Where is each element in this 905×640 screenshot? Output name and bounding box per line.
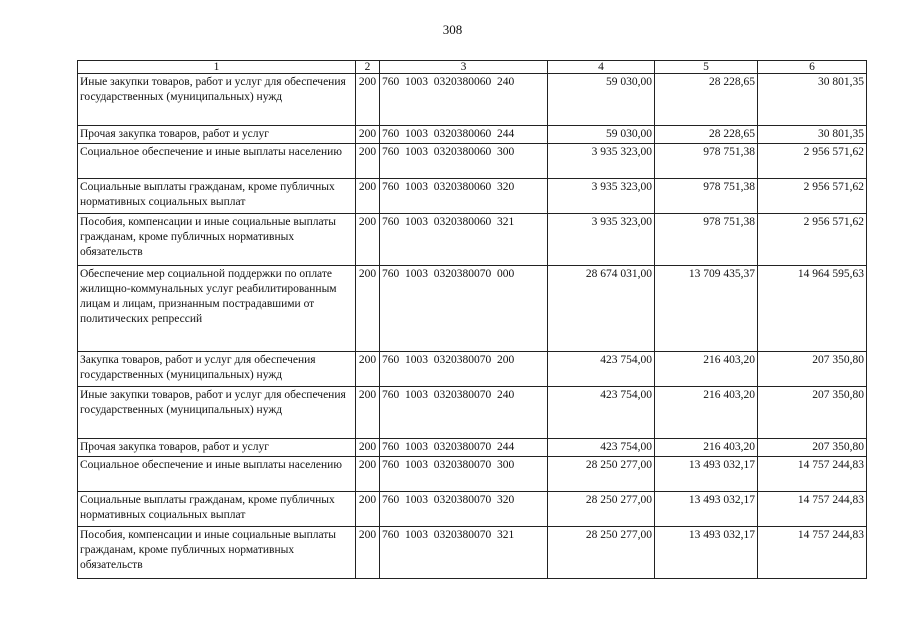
- row-name-cell: Закупка товаров, работ и услуг для обеспечения государственных (муниципальных) нужд: [78, 352, 356, 387]
- row-value-col6: 14 964 595,63: [758, 266, 867, 352]
- page-number: 308: [442, 22, 463, 37]
- row-classification-cell: 760 1003 0320380070 000: [380, 266, 548, 352]
- table-row: [78, 74, 867, 126]
- row-classification-cell: 760 1003 0320380070 300: [380, 457, 548, 492]
- row-classification-cell: 760 1003 0320380070 244: [380, 439, 548, 457]
- row-classification-cell: 760 1003 0320380060 244: [380, 126, 548, 144]
- row-value-col5: 216 403,20: [655, 439, 758, 457]
- row-value-col6: 30 801,35: [758, 126, 867, 144]
- row-classification-cell: 760 1003 0320380060 321: [380, 214, 548, 266]
- row-code-cell: 200: [356, 266, 380, 352]
- row-value-col4: 59 030,00: [548, 74, 655, 126]
- header-cell: 2: [356, 61, 380, 74]
- row-value-col6: 14 757 244,83: [758, 457, 867, 492]
- row-value-col6: 14 757 244,83: [758, 492, 867, 527]
- row-classification-cell: 760 1003 0320380060 320: [380, 179, 548, 214]
- row-value-col4: 28 250 277,00: [548, 527, 655, 579]
- row-code-cell: 200: [356, 74, 380, 126]
- row-value-col4: 59 030,00: [548, 126, 655, 144]
- row-value-col6: 2 956 571,62: [758, 214, 867, 266]
- row-value-col6: 207 350,80: [758, 439, 867, 457]
- table-row: [78, 387, 867, 439]
- row-name-cell: Прочая закупка товаров, работ и услуг: [78, 439, 356, 457]
- table-row: [78, 492, 867, 527]
- row-value-col5: 28 228,65: [655, 74, 758, 126]
- table-row: [78, 439, 867, 457]
- row-name-cell: Иные закупки товаров, работ и услуг для обеспечения государственных (муниципальных) нужд: [78, 387, 356, 439]
- row-code-cell: 200: [356, 457, 380, 492]
- header-cell: 3: [380, 61, 548, 74]
- row-value-col5: 13 709 435,37: [655, 266, 758, 352]
- budget-table: [77, 60, 867, 579]
- row-name-cell: Обеспечение мер социальной поддержки по оплате жилищно-коммунальных услуг реабилитированным лицам и лицам, признанным пострадавшими от политических репрессий: [78, 266, 356, 352]
- row-code-cell: 200: [356, 352, 380, 387]
- row-code-cell: 200: [356, 144, 380, 179]
- row-value-col5: 978 751,38: [655, 144, 758, 179]
- table-row: [78, 352, 867, 387]
- row-value-col4: 28 250 277,00: [548, 492, 655, 527]
- row-value-col5: 978 751,38: [655, 179, 758, 214]
- row-value-col5: 13 493 032,17: [655, 492, 758, 527]
- header-cell: 6: [758, 61, 867, 74]
- table-row: [78, 126, 867, 144]
- row-value-col4: 423 754,00: [548, 387, 655, 439]
- row-name-cell: Пособия, компенсации и иные социальные выплаты гражданам, кроме публичных нормативных обязательств: [78, 527, 356, 579]
- row-name-cell: Социальное обеспечение и иные выплаты населению: [78, 144, 356, 179]
- row-value-col6: 207 350,80: [758, 352, 867, 387]
- row-name-cell: Социальные выплаты гражданам, кроме публичных нормативных социальных выплат: [78, 492, 356, 527]
- row-classification-cell: 760 1003 0320380060 240: [380, 74, 548, 126]
- table-row: [78, 179, 867, 214]
- table-row: [78, 266, 867, 352]
- row-name-cell: Иные закупки товаров, работ и услуг для обеспечения государственных (муниципальных) нужд: [78, 74, 356, 126]
- row-name-cell: Прочая закупка товаров, работ и услуг: [78, 126, 356, 144]
- row-name-cell: Социальные выплаты гражданам, кроме публичных нормативных социальных выплат: [78, 179, 356, 214]
- row-value-col4: 3 935 323,00: [548, 214, 655, 266]
- row-name-cell: Пособия, компенсации и иные социальные выплаты гражданам, кроме публичных нормативных обязательств: [78, 214, 356, 266]
- table-row: [78, 144, 867, 179]
- row-code-cell: 200: [356, 179, 380, 214]
- row-value-col5: 978 751,38: [655, 214, 758, 266]
- table-row: [78, 527, 867, 579]
- table-row: [78, 457, 867, 492]
- row-value-col4: 28 674 031,00: [548, 266, 655, 352]
- header-cell: 5: [655, 61, 758, 74]
- row-classification-cell: 760 1003 0320380070 320: [380, 492, 548, 527]
- row-classification-cell: 760 1003 0320380070 200: [380, 352, 548, 387]
- row-value-col4: 3 935 323,00: [548, 144, 655, 179]
- row-value-col4: 423 754,00: [548, 439, 655, 457]
- row-value-col6: 14 757 244,83: [758, 527, 867, 579]
- row-code-cell: 200: [356, 492, 380, 527]
- row-value-col4: 28 250 277,00: [548, 457, 655, 492]
- header-cell: 4: [548, 61, 655, 74]
- row-value-col4: 3 935 323,00: [548, 179, 655, 214]
- row-value-col5: 216 403,20: [655, 352, 758, 387]
- row-value-col6: 2 956 571,62: [758, 144, 867, 179]
- row-value-col4: 423 754,00: [548, 352, 655, 387]
- row-value-col6: 2 956 571,62: [758, 179, 867, 214]
- header-row: [78, 61, 867, 74]
- row-classification-cell: 760 1003 0320380070 321: [380, 527, 548, 579]
- table-row: [78, 214, 867, 266]
- row-code-cell: 200: [356, 439, 380, 457]
- row-value-col5: 13 493 032,17: [655, 457, 758, 492]
- row-value-col6: 30 801,35: [758, 74, 867, 126]
- row-classification-cell: 760 1003 0320380070 240: [380, 387, 548, 439]
- row-value-col6: 207 350,80: [758, 387, 867, 439]
- row-code-cell: 200: [356, 527, 380, 579]
- row-classification-cell: 760 1003 0320380060 300: [380, 144, 548, 179]
- row-name-cell: Социальное обеспечение и иные выплаты населению: [78, 457, 356, 492]
- header-cell: 1: [78, 61, 356, 74]
- row-code-cell: 200: [356, 214, 380, 266]
- row-value-col5: 13 493 032,17: [655, 527, 758, 579]
- row-value-col5: 28 228,65: [655, 126, 758, 144]
- row-code-cell: 200: [356, 387, 380, 439]
- row-value-col5: 216 403,20: [655, 387, 758, 439]
- row-code-cell: 200: [356, 126, 380, 144]
